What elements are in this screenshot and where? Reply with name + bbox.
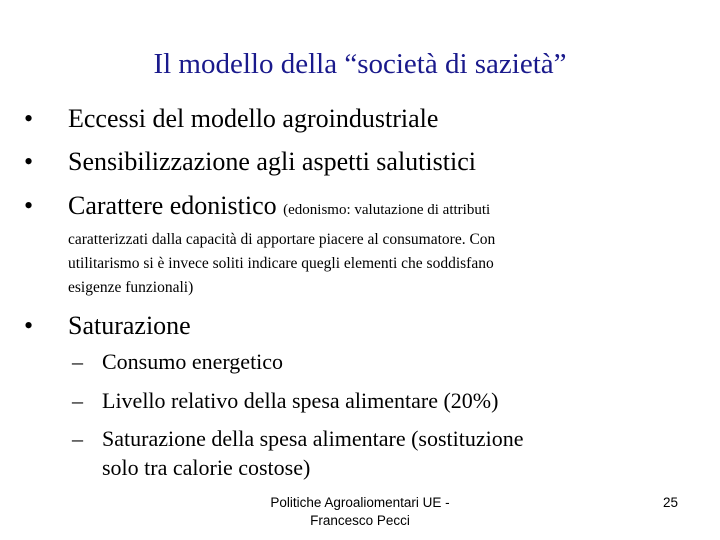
bullet-note xyxy=(68,228,668,300)
bullet-text: Saturazione xyxy=(68,311,191,340)
sub-item xyxy=(72,425,524,452)
dash-marker: – xyxy=(72,388,83,413)
bullet-marker: • xyxy=(24,104,34,133)
dash-marker: – xyxy=(72,426,83,451)
page-number: 25 xyxy=(662,495,678,510)
bullet-marker: • xyxy=(24,147,34,176)
bullet-marker: • xyxy=(24,311,34,340)
bullet-item xyxy=(24,190,490,226)
sub-item xyxy=(72,348,283,375)
bullet-text: Eccessi del modello agroindustriale xyxy=(68,104,439,133)
footer-line: Francesco Pecci xyxy=(310,513,410,528)
bullet-item xyxy=(24,103,438,135)
note-line: utilitarismo si è invece soliti indicare quegli elementi che soddisfano xyxy=(68,255,494,272)
footer-line: Politiche Agroaliomentari UE - xyxy=(270,495,450,510)
bullet-marker: • xyxy=(24,191,34,220)
note-line: caratterizzati dalla capacità di apportare piacere al consumatore. Con xyxy=(68,231,496,248)
sub-item-text: Saturazione della spesa alimentare (sostituzione xyxy=(102,426,524,451)
slide-title: Il modello della “società di sazietà” xyxy=(153,48,567,80)
sub-item xyxy=(72,387,498,414)
dash-marker: – xyxy=(72,349,83,374)
sub-item-text: Livello relativo della spesa alimentare (20%) xyxy=(102,388,499,413)
bullet-text: Sensibilizzazione agli aspetti salutistici xyxy=(68,147,476,176)
slide-footer xyxy=(240,494,480,530)
bullet-note-inline: (edonismo: valutazione di attributi xyxy=(283,202,491,218)
sub-item-continuation: solo tra calorie costose) xyxy=(102,455,311,480)
sub-item-text: Consumo energetico xyxy=(102,349,284,374)
bullet-text: Carattere edonistico xyxy=(68,191,277,220)
note-line: esigenze funzionali) xyxy=(68,279,194,296)
bullet-item xyxy=(24,146,476,178)
bullet-item xyxy=(24,310,191,342)
